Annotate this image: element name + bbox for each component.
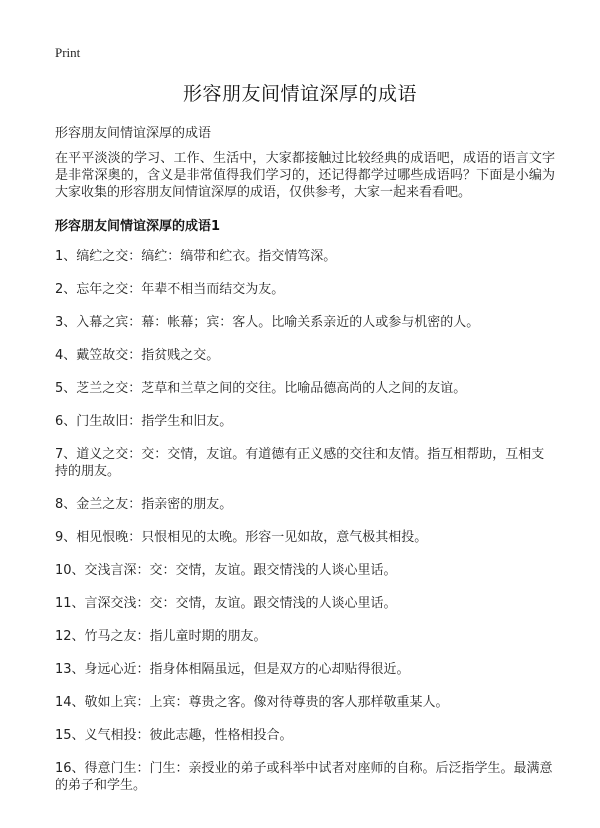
document-subtitle: 形容朋友间情谊深厚的成语 — [55, 126, 212, 141]
list-item: 13、身远心近：指身体相隔虽远，但是双方的心却贴得很近。 — [55, 662, 410, 677]
print-link[interactable]: Print — [55, 45, 81, 60]
list-item: 16、得意门生：门生：亲授业的弟子或科举中试者对座师的自称。后泛指学生。最满意的弟子和学生。 — [55, 761, 553, 793]
list-item: 3、入幕之宾：幕：帐幕；宾：客人。比喻关系亲近的人或参与机密的人。 — [55, 315, 480, 330]
section-heading: 形容朋友间情谊深厚的成语1 — [55, 219, 221, 234]
list-item: 7、道义之交：交：交情，友谊。有道德有正义感的交往和友情。指互相帮助，互相支持的朋友。 — [55, 447, 545, 479]
list-item: 11、言深交浅：交：交情，友谊。跟交情浅的人谈心里话。 — [55, 596, 397, 611]
list-item: 15、义气相投：彼此志趣，性格相投合。 — [55, 728, 293, 743]
list-item: 1、缟纻之交：缟纻：缟带和纻衣。指交情笃深。 — [55, 249, 337, 264]
list-item: 5、芝兰之交：芝草和兰草之间的交往。比喻品德高尚的人之间的友谊。 — [55, 381, 467, 396]
page-title: 形容朋友间情谊深厚的成语 — [182, 83, 417, 105]
intro-paragraph: 在平平淡淡的学习、工作、生活中，大家都接触过比较经典的成语吧，成语的语言文字是非常深奥的，含义是非常值得我们学习的，还记得都学过哪些成语吗？下面是小编为大家收集的形容朋友间情谊深厚的成语，仅供参考，大家一起来看看吧。 — [55, 151, 555, 200]
idiom-list — [55, 248, 555, 810]
list-item: 14、敬如上宾：上宾：尊贵之客。像对待尊贵的客人那样敬重某人。 — [55, 695, 449, 710]
list-item: 9、相见恨晚：只恨相见的太晚。形容一见如故，意气极其相投。 — [55, 530, 428, 545]
list-item: 6、门生故旧：指学生和旧友。 — [55, 414, 233, 429]
list-item: 4、戴笠故交：指贫贱之交。 — [55, 348, 220, 363]
list-item: 10、交浅言深：交：交情，友谊。跟交情浅的人谈心里话。 — [55, 563, 397, 578]
list-item: 12、竹马之友：指儿童时期的朋友。 — [55, 629, 267, 644]
list-item: 8、金兰之友：指亲密的朋友。 — [55, 497, 233, 512]
list-item: 2、忘年之交：年辈不相当而结交为友。 — [55, 282, 285, 297]
